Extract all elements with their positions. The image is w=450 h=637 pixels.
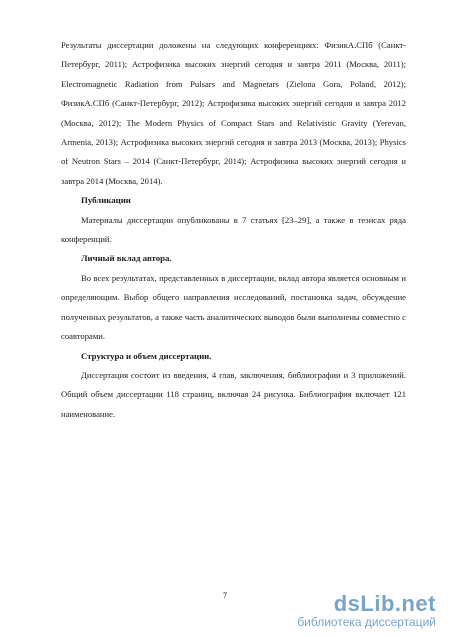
paragraph-conferences: Результаты диссертации доложены на следующих конференциях: ФизикА.СПб (Санкт-Петербург, 2011); Астрофизика высоких энергий сегодня и завтра 2011 (Москва, 2011); Electromagnetic Radiation from Pulsars and Magnetars (Zielona Gora, Poland, 2012); ФизикА.СПб (Санкт-Петербург, 2012); Астрофизика высоких энергий сегодня и завтра 2012 (Москва, 2012); The Modern Physics of Compact Stars and Relativistic Gravity (Yerevan, Armenia, 2013); Астрофизика высоких энергий сегодня и завтра 2013 (Москва, 2013); Physics of Neutron Stars – 2014 (Санкт-Петербург, 2014); Астрофизика высоких энергий сегодня и завтра 2014 (Москва, 2014).: [61, 40, 406, 186]
heading-contribution: Личный вклад автора.: [81, 253, 172, 264]
watermark-logo: dsLib.net: [333, 591, 436, 616]
document-body: [61, 36, 406, 424]
paragraph-publications: Материалы диссертации опубликованы в 7 статьях [23–29], а также в тезисах ряда конференций.: [61, 214, 406, 245]
page-number: 7: [222, 590, 228, 600]
paragraph-contribution: Во всех результатах, представленных в диссертации, вклад автора является основным и определяющим. Выбор общего направления исследований, постановка задач, обсуждение полученных результатов, а также часть аналитических выводов были выполнены совместно с соавторами.: [61, 272, 406, 342]
watermark-subtitle: библиотека диссертаций: [297, 615, 436, 629]
heading-publications: Публикации: [81, 195, 131, 206]
watermark[interactable]: [297, 593, 436, 629]
paragraph-structure: Диссертация состоит из введения, 4 глав, заключения, библиографии и 3 приложений. Общий объем диссертации 118 страниц, включая 24 рисунка. Библиография включает 121 наименование.: [61, 369, 406, 419]
heading-structure: Структура и объем диссертации.: [81, 350, 212, 361]
